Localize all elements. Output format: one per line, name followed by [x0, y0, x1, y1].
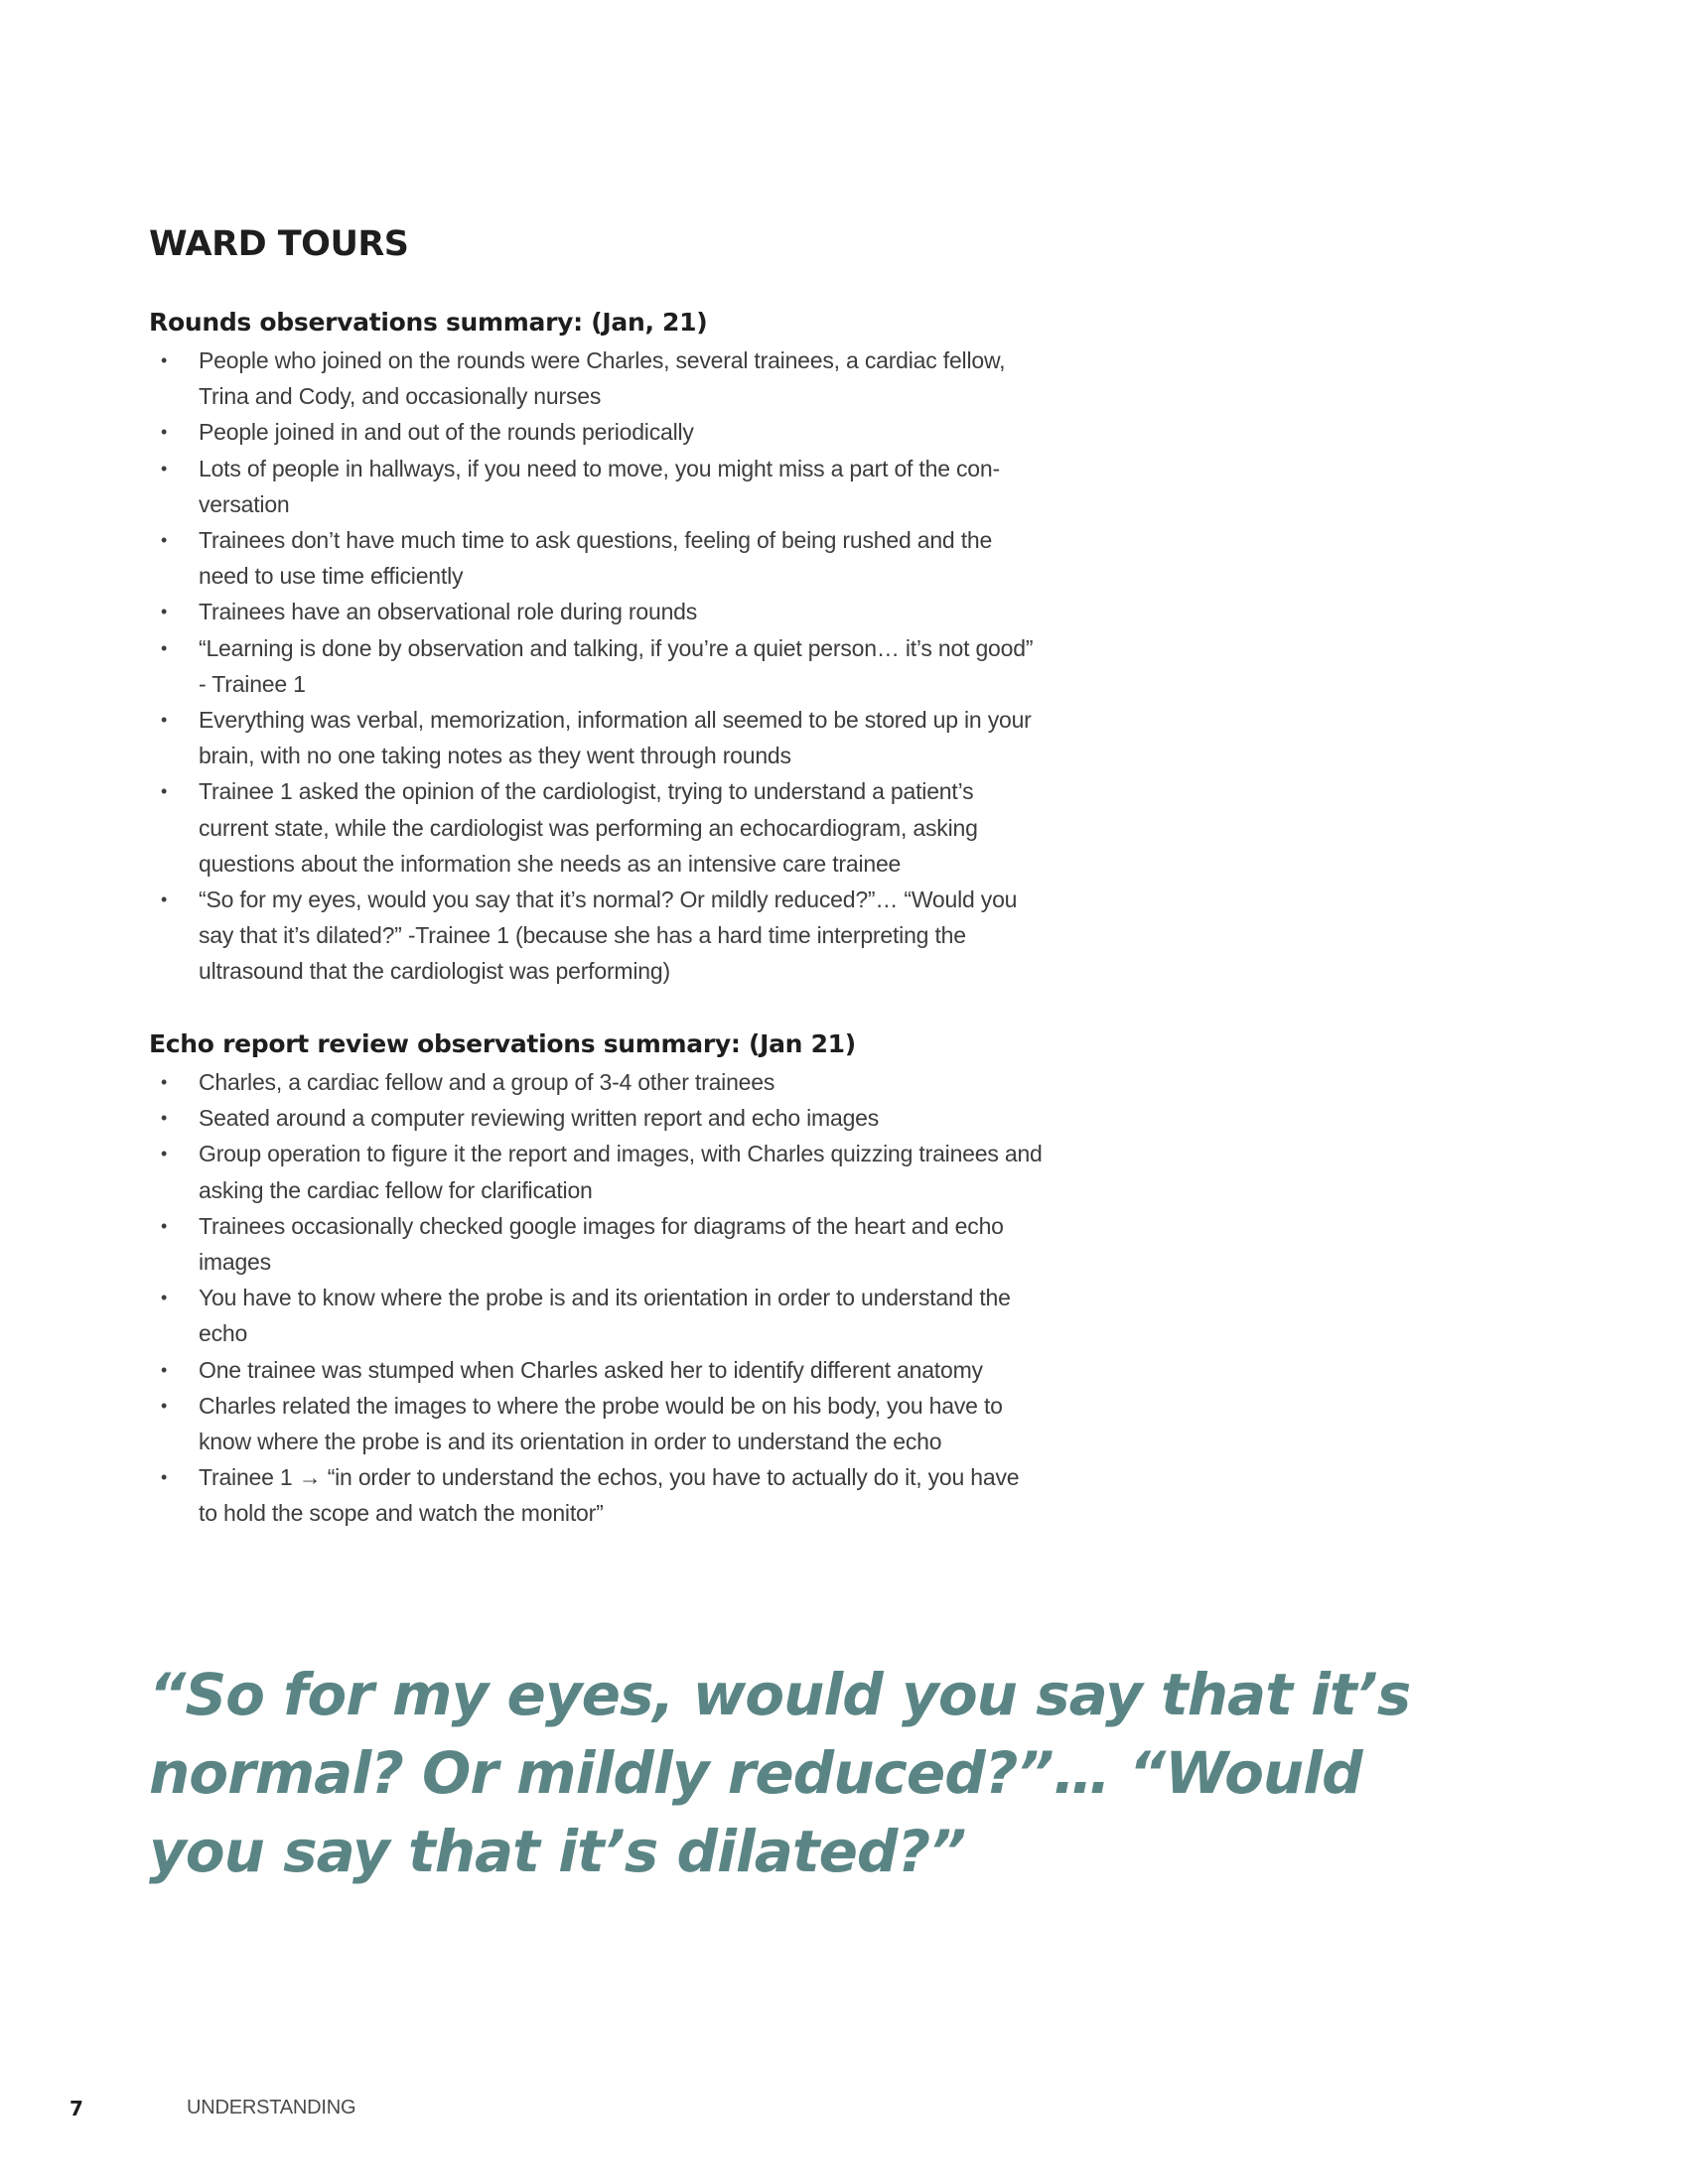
list-item [149, 451, 1043, 522]
list-item [149, 1280, 1043, 1351]
rounds-section [149, 305, 1043, 990]
echo-list [149, 1064, 1043, 1532]
echo-section [149, 1026, 1043, 1532]
pull-quote: “So for my eyes, would you say that it’s normal? Or mildly reduced?”… “Would you say that it’s dilated?” [149, 1661, 1411, 1885]
rounds-heading: Rounds observations summary: (Jan, 21) [149, 308, 708, 337]
bullet-icon: • [161, 1215, 168, 1236]
bullet-icon: • [161, 530, 168, 551]
bullet-icon: • [161, 1108, 168, 1129]
bullet-icon: • [161, 602, 168, 622]
list-item-text: Trainee 1 asked the opinion of the cardiologist, trying to understand a patient’s current state, while the cardiologist was performing an echocardiogram, asking questions about the information she needs as an intensive care trainee [199, 778, 978, 877]
list-item-text: “So for my eyes, would you say that it’s normal? Or mildly reduced?”… “Would you say that it’s dilated?” -Trainee 1 (because she has a hard time interpreting the ultrasound that the cardiologist was performing) [199, 887, 1018, 985]
list-item-text: You have to know where the probe is and its orientation in order to understand the echo [199, 1285, 1011, 1347]
list-item-text: Charles related the images to where the probe would be on his body, you have to know where the probe is and its orientation in order to understand the echo [199, 1392, 1003, 1455]
list-item [149, 1100, 1043, 1136]
list-item-text: One trainee was stumped when Charles asked her to identify different anatomy [199, 1356, 983, 1383]
echo-heading: Echo report review observations summary: (Jan 21) [149, 1029, 856, 1058]
list-item [149, 773, 1043, 882]
list-item-text: Trainees have an observational role during rounds [199, 599, 698, 625]
list-item [149, 342, 1043, 414]
list-item [149, 1459, 1043, 1531]
bullet-icon: • [161, 350, 168, 370]
bullet-icon: • [161, 422, 168, 443]
page-title: WARD TOURS [149, 224, 409, 264]
list-item-text: People joined in and out of the rounds periodically [199, 419, 694, 446]
list-item [149, 1208, 1043, 1280]
list-item-text: Lots of people in hallways, if you need to move, you might miss a part of the con-versation [199, 455, 1000, 517]
list-item [149, 882, 1043, 990]
footer-section-label: UNDERSTANDING [187, 2097, 356, 2118]
bullet-icon: • [161, 1467, 168, 1488]
bullet-icon: • [161, 1144, 168, 1164]
bullet-icon: • [161, 1359, 168, 1380]
list-item [149, 702, 1043, 773]
bullet-icon: • [161, 1072, 168, 1092]
list-item-text: Seated around a computer reviewing written report and echo images [199, 1105, 880, 1132]
list-item [149, 1352, 1043, 1388]
list-item-text: Trainees don’t have much time to ask questions, feeling of being rushed and the need to use time efficiently [199, 527, 993, 590]
bullet-icon: • [161, 710, 168, 731]
list-item [149, 1388, 1043, 1459]
bullet-icon: • [161, 1395, 168, 1416]
list-item-text: Everything was verbal, memorization, information all seemed to be stored up in your brain, with no one taking notes as they went through rounds [199, 707, 1032, 769]
list-item-text: Charles, a cardiac fellow and a group of 3-4 other trainees [199, 1069, 775, 1095]
bullet-icon: • [161, 781, 168, 802]
list-item [149, 522, 1043, 594]
list-item [149, 1064, 1043, 1100]
list-item [149, 630, 1043, 702]
bullet-icon: • [161, 889, 168, 910]
list-item [149, 594, 1043, 629]
list-item-text: Trainee 1 → “in order to understand the echos, you have to actually do it, you have to hold the scope and watch the monitor” [199, 1464, 1020, 1527]
list-item-text: “Learning is done by observation and talking, if you’re a quiet person… it’s not good” - Trainee 1 [199, 634, 1034, 697]
list-item [149, 414, 1043, 450]
bullet-icon: • [161, 1288, 168, 1308]
list-item-text: Group operation to figure it the report and images, with Charles quizzing trainees and asking the cardiac fellow for clarification [199, 1141, 1043, 1203]
list-item-text: People who joined on the rounds were Charles, several trainees, a cardiac fellow, Trina and Cody, and occasionally nurses [199, 347, 1006, 410]
page-number: 7 [70, 2097, 83, 2120]
list-item-text: Trainees occasionally checked google images for diagrams of the heart and echo images [199, 1212, 1004, 1276]
bullet-icon: • [161, 458, 168, 478]
rounds-list [149, 342, 1043, 990]
list-item [149, 1136, 1043, 1207]
bullet-icon: • [161, 637, 168, 658]
